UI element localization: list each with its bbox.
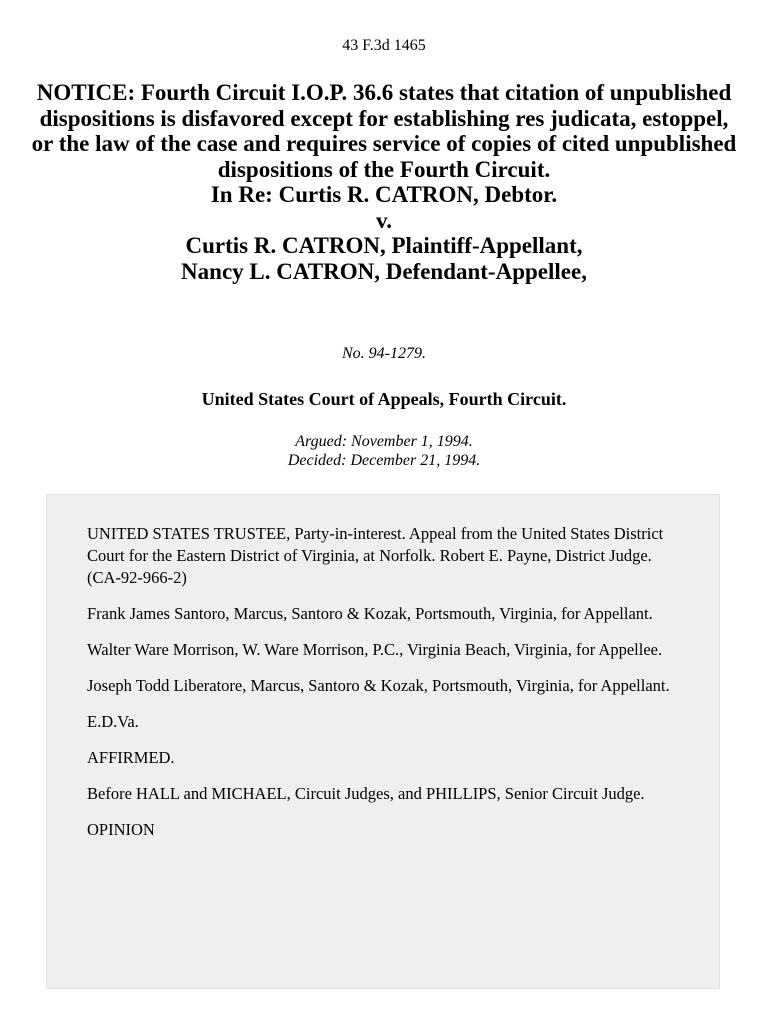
decided-date: Decided: December 21, 1994.: [287, 452, 481, 469]
case-details-text: [87, 523, 687, 855]
counsel-paragraph: Joseph Todd Liberatore, Marcus, Santoro & Kozak, Portsmouth, Virginia, for Appellant.: [87, 676, 670, 695]
case-heading: [30, 80, 738, 284]
in-re-line: In Re: Curtis R. CATRON, Debtor.: [210, 182, 558, 207]
docket-number: No. 94-1279.: [342, 345, 426, 362]
judges-paragraph: Before HALL and MICHAEL, Circuit Judges, and PHILLIPS, Senior Circuit Judge.: [87, 784, 645, 803]
district-paragraph: E.D.Va.: [87, 712, 139, 731]
counsel-paragraph: Frank James Santoro, Marcus, Santoro & Kozak, Portsmouth, Virginia, for Appellant.: [87, 604, 653, 623]
versus-line: v.: [376, 207, 392, 233]
appeal-origin-paragraph: UNITED STATES TRUSTEE, Party-in-interest. Appeal from the United States District Court for the Eastern District of Virginia, at Norfolk. Robert E. Payne, District Judge. (CA-92-966-2): [87, 524, 664, 587]
plaintiff-line: Curtis R. CATRON, Plaintiff-Appellant,: [185, 233, 583, 258]
disposition-paragraph: AFFIRMED.: [87, 748, 175, 767]
defendant-line: Nancy L. CATRON, Defendant-Appellee,: [181, 258, 587, 284]
case-details-panel: [46, 494, 720, 989]
case-dates: [0, 432, 768, 470]
notice-text: NOTICE: Fourth Circuit I.O.P. 36.6 states that citation of unpublished dispositions is disfavored except for establishing res judicata, estoppel, or the law of the case and requires service of copies of cited unpublished dispositions of the Fourth Circuit.: [31, 80, 737, 182]
citation-line: 43 F.3d 1465: [342, 37, 426, 54]
argued-date: Argued: November 1, 1994.: [295, 433, 473, 450]
counsel-paragraph: Walter Ware Morrison, W. Ware Morrison, P.C., Virginia Beach, Virginia, for Appellee.: [87, 640, 663, 659]
opinion-label: OPINION: [87, 820, 155, 839]
court-name: United States Court of Appeals, Fourth Circuit.: [201, 389, 567, 409]
